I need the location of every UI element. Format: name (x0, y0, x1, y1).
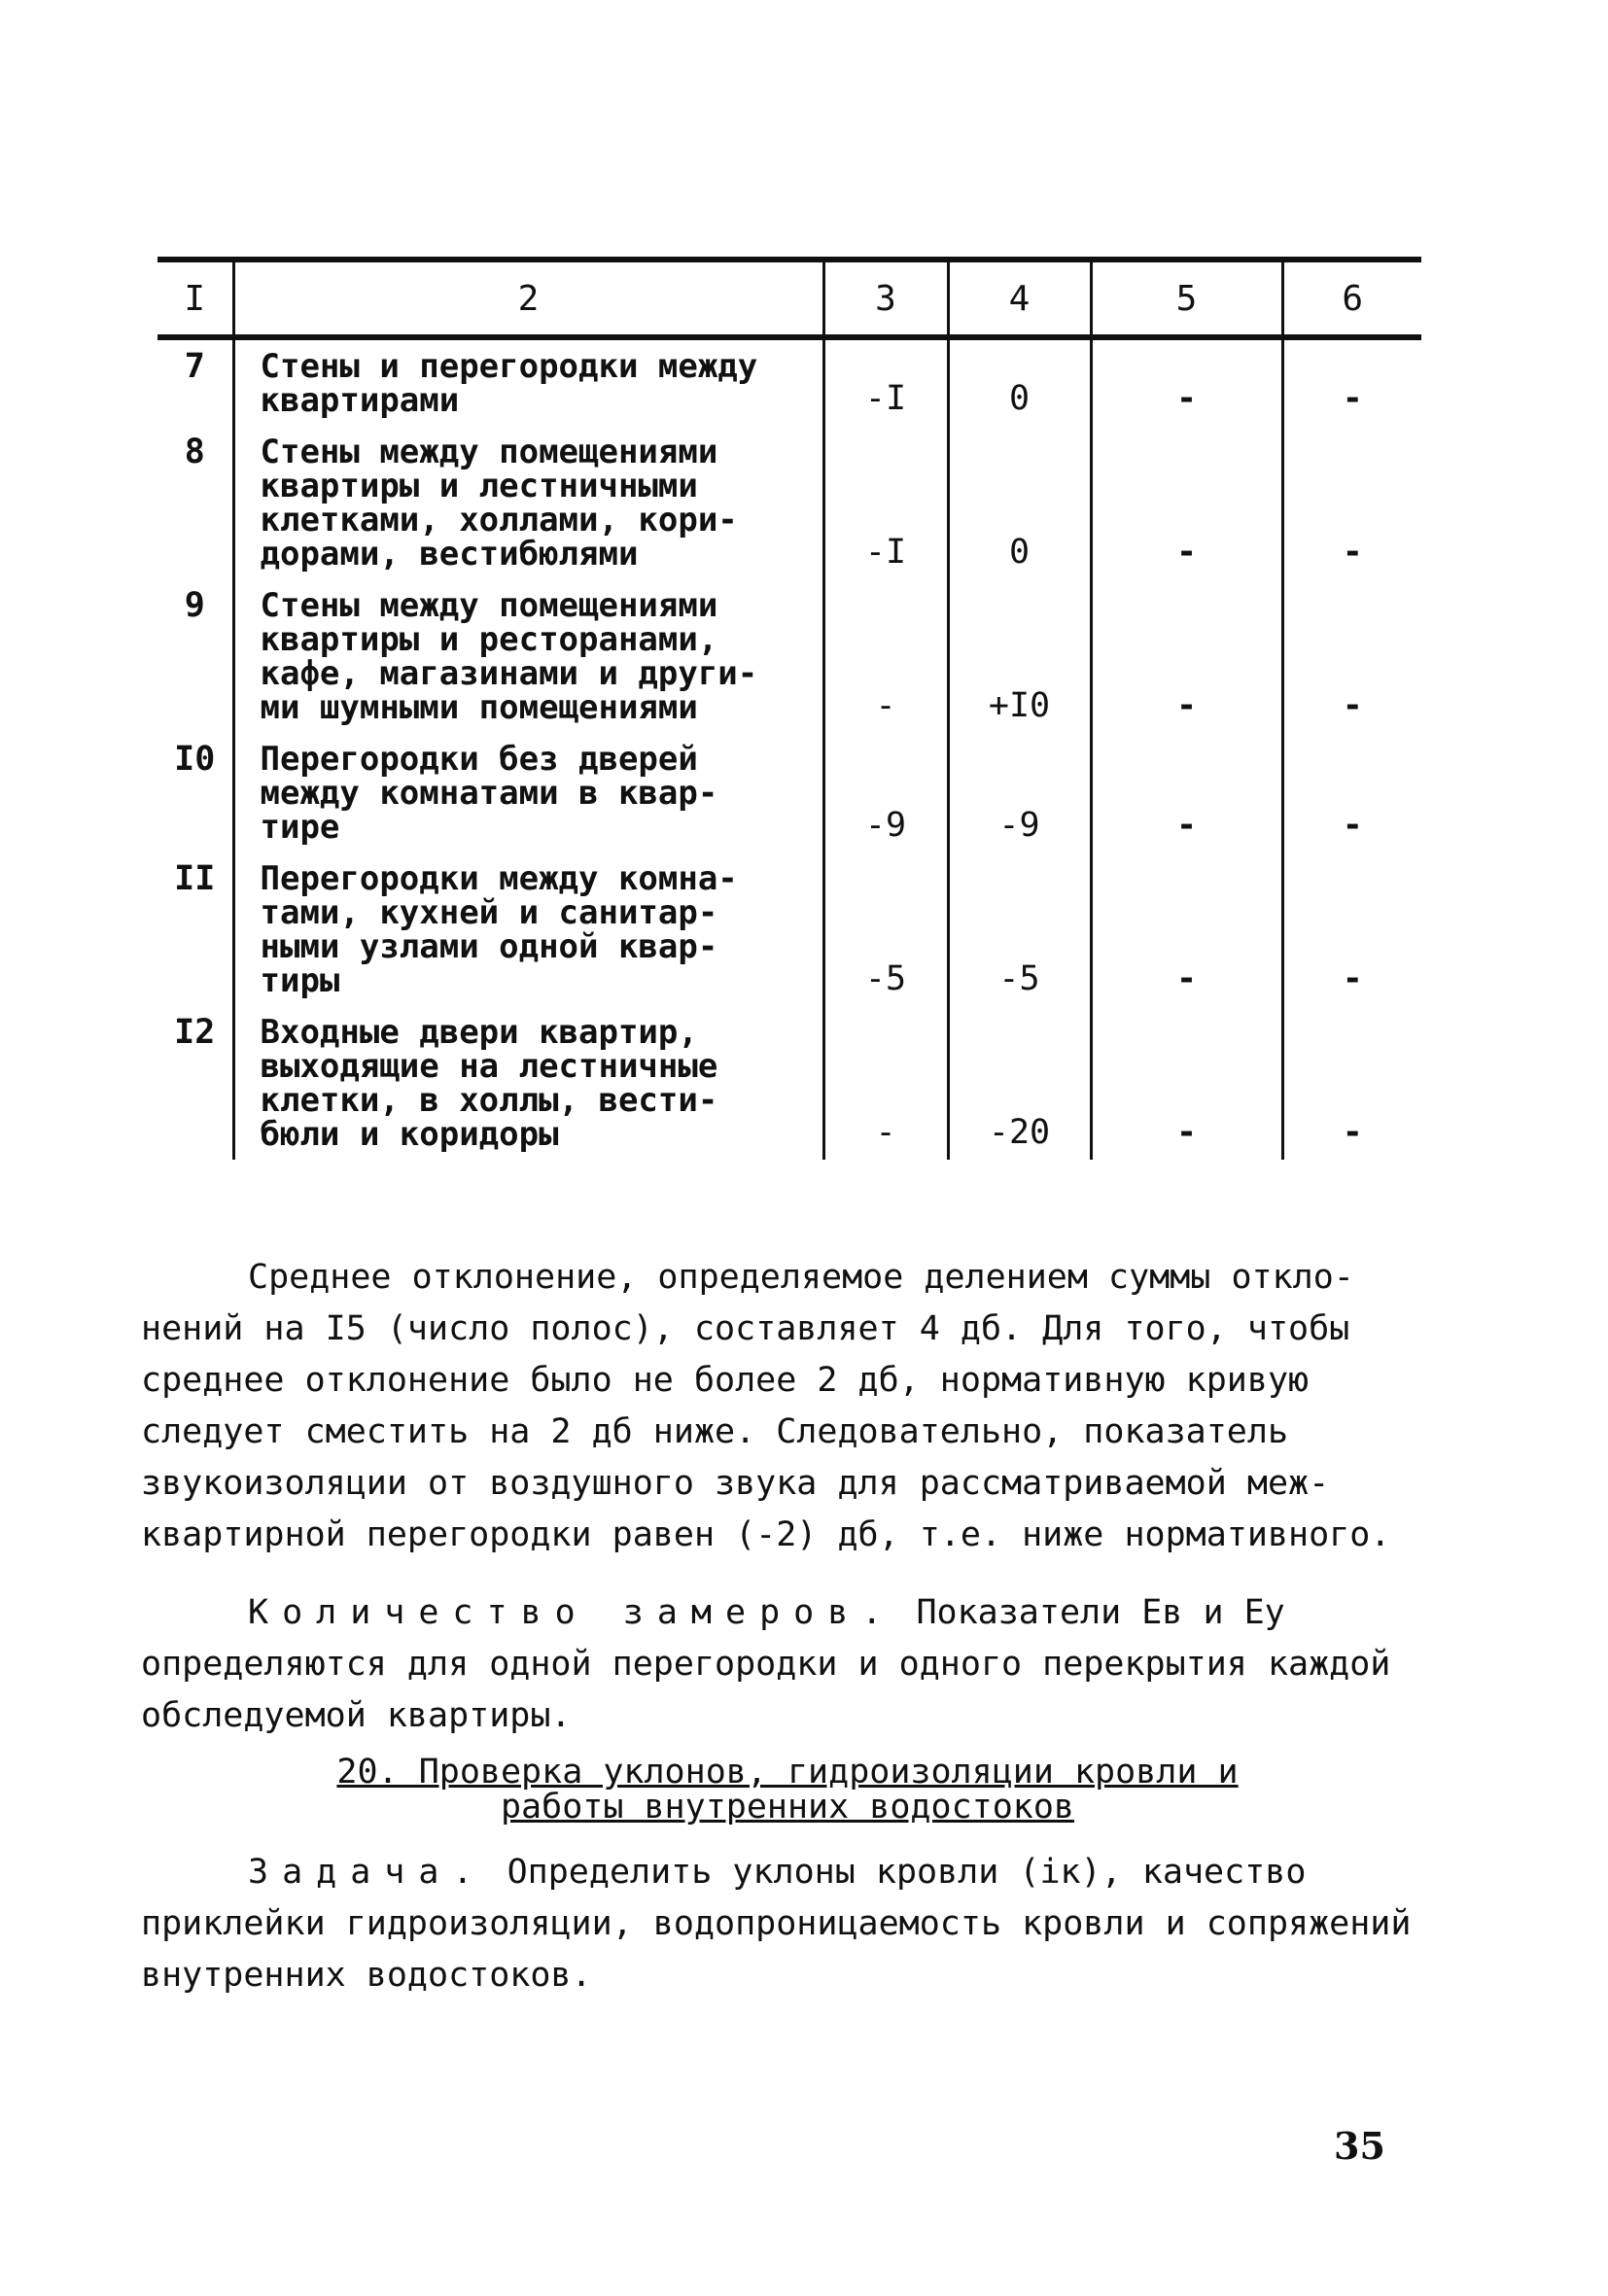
spaced-lead: Задача. (248, 1853, 487, 1892)
table-row (157, 1006, 1421, 1160)
row-name-line: ми шумными помещениями (260, 688, 698, 727)
deviation-table (157, 257, 1421, 1160)
text-line: приклейки гидроизоляции, водопроницаемость кровли и сопряжений (141, 1904, 1412, 1943)
row-name-line: тиры (260, 961, 340, 1000)
row-name-line: Перегородки между комна- (260, 859, 738, 898)
row-name-line: выходящие на лестничные (260, 1047, 718, 1086)
table (157, 257, 1421, 1160)
row-name (233, 733, 823, 852)
col-5-value: - (1091, 579, 1282, 733)
row-name-line: Стены и перегородки между (260, 347, 758, 386)
heading-line: работы внутренних водостоков (500, 1788, 1074, 1826)
section-heading (321, 1755, 1254, 1825)
col-5-value: - (1091, 733, 1282, 852)
col-4-value: -5 (948, 852, 1091, 1006)
paragraph-measurement-count (141, 1587, 1444, 1742)
text-line: следует сместить на 2 дб ниже. Следовательно, показатель (141, 1412, 1289, 1451)
row-name-line: квартиры и ресторанами, (260, 620, 718, 659)
row-name (233, 337, 823, 426)
row-name-line: Перегородки без дверей (260, 740, 698, 779)
col-3-value: -5 (823, 852, 948, 1006)
row-name-line: Входные двери квартир, (260, 1013, 698, 1052)
text-line: определяются для одной перегородки и одного перекрытия каждой (141, 1645, 1391, 1684)
header-col-5: 5 (1091, 260, 1282, 337)
row-name (233, 1006, 823, 1160)
col-5-value: - (1091, 337, 1282, 426)
col-4-value: -9 (948, 733, 1091, 852)
lead-rest: Определить уклоны кровли (iк), качество (486, 1853, 1307, 1892)
row-number: I2 (174, 1013, 216, 1052)
row-number: II (174, 859, 216, 898)
col-4-value: 0 (948, 337, 1091, 426)
col-4-value: +I0 (948, 579, 1091, 733)
paragraph-task (141, 1847, 1444, 2001)
row-name-line: квартирами (260, 381, 460, 420)
row-name (233, 579, 823, 733)
col-5-value: - (1091, 1006, 1282, 1160)
heading-line: 20. Проверка уклонов, гидроизоляции кровли и (336, 1753, 1239, 1792)
table-row (157, 426, 1421, 579)
col-6-value: - (1282, 337, 1421, 426)
row-number: 9 (184, 586, 205, 625)
header-col-3: 3 (823, 260, 948, 337)
row-name-line: дорами, вестибюлями (260, 535, 639, 574)
row-name-line: между комнатами в квар- (260, 774, 718, 813)
col-3-value: -I (823, 426, 948, 579)
row-name-line: ными узлами одной квар- (260, 927, 718, 966)
row-name (233, 426, 823, 579)
text-line: звукоизоляции от воздушного звука для рассматриваемой меж- (141, 1464, 1330, 1503)
col-3-value: -9 (823, 733, 948, 852)
col-6-value: - (1282, 733, 1421, 852)
text-line: среднее отклонение было не более 2 дб, нормативную кривую (141, 1361, 1310, 1400)
table-row (157, 733, 1421, 852)
row-name-line: кафе, магазинами и други- (260, 654, 758, 693)
paragraph-average-deviation (141, 1252, 1444, 1561)
col-6-value: - (1282, 1006, 1421, 1160)
row-name-line: клетки, в холлы, вести- (260, 1081, 718, 1120)
col-4-value: 0 (948, 426, 1091, 579)
col-3-value: -I (823, 337, 948, 426)
page-number: 35 (1334, 2124, 1385, 2168)
row-name-line: клетками, холлами, кори- (260, 501, 738, 539)
row-name-line: квартиры и лестничными (260, 467, 698, 505)
table-body (157, 337, 1421, 1160)
row-name-line: бюли и коридоры (260, 1115, 559, 1154)
row-number: I0 (174, 740, 216, 779)
table-row (157, 337, 1421, 426)
header-col-4: 4 (948, 260, 1091, 337)
col-4-value: -20 (948, 1006, 1091, 1160)
header-col-6: 6 (1282, 260, 1421, 337)
row-number: 7 (184, 347, 205, 386)
col-5-value: - (1091, 852, 1282, 1006)
header-col-1: I (157, 260, 233, 337)
table-row (157, 579, 1421, 733)
header-col-2: 2 (233, 260, 823, 337)
text-line: нений на I5 (число полос), составляет 4 дб. Для того, чтобы (141, 1309, 1350, 1348)
row-name (233, 852, 823, 1006)
text-line: внутренних водостоков. (141, 1956, 592, 1995)
text-line: квартирной перегородки равен (-2) дб, т.е. ниже нормативного. (141, 1515, 1391, 1554)
lead-rest: Показатели Ев и Еу (895, 1593, 1285, 1632)
row-name-line: Стены между помещениями (260, 586, 718, 625)
spaced-lead: Количество замеров. (248, 1593, 896, 1632)
row-name-line: тире (260, 808, 340, 847)
text-line (141, 1847, 1444, 1898)
col-3-value: - (823, 579, 948, 733)
text-line: Среднее отклонение, определяемое делением суммы откло- (248, 1258, 1354, 1297)
row-name-line: Стены между помещениями (260, 433, 718, 471)
row-number: 8 (184, 433, 205, 471)
col-6-value: - (1282, 852, 1421, 1006)
text-line (141, 1587, 1444, 1639)
row-name-line: тами, кухней и санитар- (260, 893, 718, 932)
table-header (157, 260, 1421, 337)
col-6-value: - (1282, 579, 1421, 733)
col-3-value: - (823, 1006, 948, 1160)
col-5-value: - (1091, 426, 1282, 579)
table-row (157, 852, 1421, 1006)
text-line: обследуемой квартиры. (141, 1696, 572, 1735)
col-6-value: - (1282, 426, 1421, 579)
